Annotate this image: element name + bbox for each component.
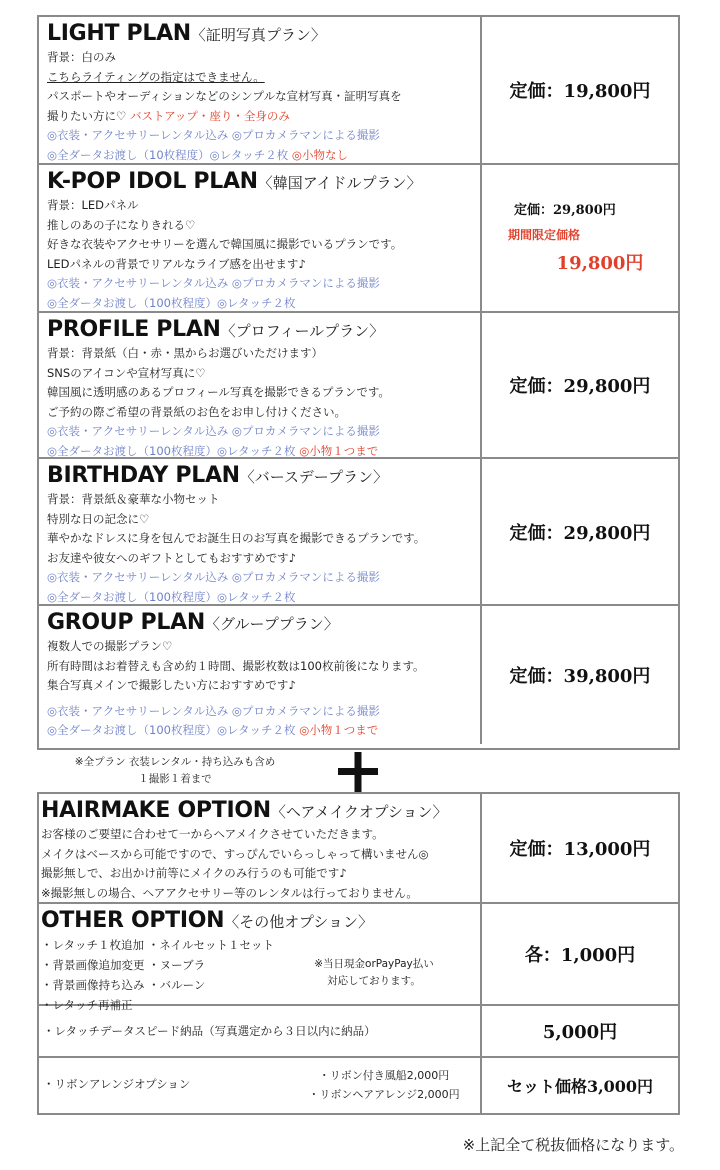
plan-line bbox=[47, 529, 480, 549]
plan-line bbox=[47, 344, 480, 364]
plan-line bbox=[47, 676, 480, 696]
plan-line bbox=[47, 87, 480, 107]
payment-note-line-1: ※当日現金orPayPay払い bbox=[314, 958, 434, 970]
other-subtitle: 〈その他オプション〉 bbox=[224, 913, 373, 931]
options-table bbox=[37, 792, 680, 1115]
plans-note-line-1: ※全プラン 衣装レンタル・持ち込みも含め bbox=[74, 756, 276, 768]
plan-line bbox=[47, 48, 480, 68]
plan-price: 定価：19,800円 bbox=[509, 81, 651, 102]
plan-line-highlight: バストアップ・座り・全身のみ bbox=[129, 108, 290, 123]
plan-line bbox=[47, 383, 480, 403]
plan-line-text: 華やかなドレスに身を包んでお誕生日のお写真を撮影できるプランです。 bbox=[47, 531, 426, 545]
plan-line-text: 背景：背景紙＆豪華な小物セット bbox=[47, 492, 220, 506]
plan-subtitle: 〈韓国アイドルプラン〉 bbox=[257, 174, 422, 192]
other-option-row bbox=[39, 904, 678, 1012]
plan-line bbox=[47, 657, 480, 677]
plan-line bbox=[47, 235, 480, 255]
plan-line-text: 好きな衣装やアクセサリーを選んで韓国風に撮影でいるプランです。 bbox=[47, 237, 403, 251]
plan-line bbox=[47, 294, 480, 314]
plan-line-text: 背景：白のみ bbox=[47, 50, 116, 64]
other-item: ・背景画像持ち込み ・バルーン bbox=[41, 978, 206, 992]
hairmake-subtitle: 〈ヘアメイクオプション〉 bbox=[270, 803, 448, 821]
plan-title: PROFILE PLAN bbox=[47, 317, 221, 342]
plan-title: GROUP PLAN bbox=[47, 610, 205, 635]
plan-line bbox=[47, 146, 480, 166]
plan-price: 定価：29,800円 bbox=[509, 376, 651, 397]
ribbon-option-text: ・リボンアレンジオプション bbox=[43, 1077, 191, 1091]
plan-line-text: 韓国風に透明感のあるプロフィール写真を撮影できるプランです。 bbox=[47, 385, 390, 399]
plan-line-text: ◎衣装・アクセサリーレンタル込み ◎プロカメラマンによる撮影 bbox=[47, 128, 380, 142]
plan-line bbox=[47, 403, 480, 423]
hairmake-line: 撮影無しで、お出かけ前等にメイクのみ行うのも可能です♪ bbox=[41, 866, 347, 880]
speed-delivery-text: ・レタッチデータスピード納品（写真選定から３日以内に納品） bbox=[43, 1024, 376, 1038]
plan-subtitle: 〈バースデープラン〉 bbox=[239, 468, 388, 486]
hairmake-option-row bbox=[39, 794, 678, 904]
limited-price: 19,800円 bbox=[556, 253, 644, 274]
plan-line-text: お友達や彼女へのギフトとしてもおすすめです♪ bbox=[47, 550, 296, 565]
plan-line bbox=[47, 422, 480, 442]
plan-line bbox=[47, 274, 480, 294]
plan-subtitle: 〈プロフィールプラン〉 bbox=[220, 322, 385, 340]
plan-line bbox=[47, 255, 480, 275]
plan-title: LIGHT PLAN bbox=[47, 21, 191, 46]
plan-line-text: 推しのあの子になりきれる♡ bbox=[47, 217, 196, 232]
other-item: ・背景画像追加変更 ・ヌーブラ bbox=[41, 958, 206, 972]
plan-line-text: ◎全ダータお渡し（100枚程度）◎レタッチ２枚 bbox=[47, 589, 296, 604]
speed-delivery-row bbox=[39, 1006, 678, 1058]
ribbon-price: セット価格3,000円 bbox=[506, 1077, 654, 1096]
plan-line bbox=[47, 568, 480, 588]
speed-delivery-price: 5,000円 bbox=[542, 1022, 618, 1043]
plan-line-text: ご予約の際ご希望の背景紙のお色をお申し付けください。 bbox=[47, 404, 346, 419]
plan-line bbox=[47, 126, 480, 146]
plan-line-text: 背景：背景紙（白・赤・黒からお選びいただけます） bbox=[47, 346, 323, 360]
ribbon-sub-list bbox=[294, 1066, 474, 1104]
plan-line-highlight: ◎小物１つまで bbox=[299, 723, 379, 737]
footer-note: ※上記全て税抜価格になります。 bbox=[462, 1136, 684, 1154]
other-price: 各：1,000円 bbox=[524, 945, 636, 966]
plan-line-text: ◎全ダータお渡し（100枚程度）◎レタッチ２枚 bbox=[47, 295, 296, 310]
hairmake-line: ※撮影無しの場合、ヘアアクセサリー等のレンタルは行っておりません。 bbox=[41, 885, 418, 900]
payment-note bbox=[299, 956, 449, 990]
plan-row bbox=[39, 313, 678, 459]
plan-line-text: SNSのアイコンや宣材写真に♡ bbox=[47, 365, 206, 380]
plan-line-text: ◎衣装・アクセサリーレンタル込み ◎プロカメラマンによる撮影 bbox=[47, 424, 380, 438]
plan-line bbox=[47, 68, 480, 88]
plan-subtitle: 〈証明写真プラン〉 bbox=[190, 26, 326, 44]
plus-icon bbox=[338, 752, 378, 792]
other-title: OTHER OPTION bbox=[41, 908, 225, 933]
plan-price: 定価：29,800円 bbox=[509, 522, 651, 544]
ribbon-option-row bbox=[39, 1058, 678, 1113]
plan-line bbox=[47, 490, 480, 510]
plan-line-text: ◎衣装・アクセサリーレンタル込み ◎プロカメラマンによる撮影 bbox=[47, 570, 380, 584]
ribbon-sub-item: ・リボン付き風船2,000円 bbox=[318, 1069, 450, 1082]
plan-line-text: ◎全ダータお渡し（100枚程度）◎レタッチ２枚 bbox=[47, 723, 300, 737]
plan-line bbox=[47, 107, 480, 127]
plan-line bbox=[47, 721, 480, 741]
plan-title: K-POP IDOL PLAN bbox=[47, 169, 258, 194]
plans-note-line-2: １撮影１着まで bbox=[138, 773, 212, 785]
plan-line-text: 背景：LEDパネル bbox=[47, 198, 139, 212]
plan-row bbox=[39, 459, 678, 606]
plan-line bbox=[47, 549, 480, 569]
plan-line-text: パスポートやオーディションなどのシンプルな宣材写真・証明写真を bbox=[47, 89, 402, 103]
plan-line-text: 特別な日の記念に♡ bbox=[47, 511, 150, 526]
plan-subtitle: 〈グループプラン〉 bbox=[204, 615, 339, 633]
plan-line bbox=[47, 702, 480, 722]
limited-price-label: 期間限定価格 bbox=[508, 228, 581, 242]
hairmake-price: 定価：13,000円 bbox=[509, 839, 651, 860]
plan-row bbox=[39, 165, 678, 313]
plan-line bbox=[47, 364, 480, 384]
plan-line-highlight: ◎小物なし bbox=[291, 147, 348, 162]
other-item: ・レタッチ再補正 bbox=[41, 998, 133, 1012]
plan-line-text: ◎衣装・アクセサリーレンタル込み ◎プロカメラマンによる撮影 bbox=[47, 703, 380, 718]
plan-row bbox=[39, 17, 678, 165]
hairmake-line: お客様のご要望に合わせて一からヘアメイクさせていただきます。 bbox=[41, 827, 384, 841]
plans-table bbox=[37, 15, 680, 750]
plan-line-text: こちらライティングの指定はできません。 bbox=[47, 69, 265, 84]
plan-line-text: ◎衣装・アクセサリーレンタル込み ◎プロカメラマンによる撮影 bbox=[47, 276, 380, 290]
plan-regular-price: 定価：29,800円 bbox=[514, 203, 616, 218]
plan-row bbox=[39, 606, 678, 744]
plan-line bbox=[47, 216, 480, 236]
plan-line bbox=[47, 637, 480, 657]
ribbon-sub-item: ・リボンヘアアレンジ2,000円 bbox=[308, 1088, 460, 1101]
hairmake-line: メイクはベースから可能ですので、すっぴんでいらっしゃって構いません◎ bbox=[41, 846, 429, 861]
plan-line-highlight: ◎小物１つまで bbox=[299, 443, 379, 458]
payment-note-line-2: 対応しております。 bbox=[327, 975, 421, 987]
plan-line-text: LEDパネルの背景でリアルなライブ感を出せます♪ bbox=[47, 256, 306, 271]
plan-line-text: 撮りたい方に♡ bbox=[47, 108, 130, 123]
plan-line-text: 集合写真メインで撮影したい方におすすめです♪ bbox=[47, 678, 296, 692]
plan-line-text: 複数人での撮影プラン♡ bbox=[47, 639, 173, 653]
plan-line-text: ◎全ダータお渡し（100枚程度）◎レタッチ２枚 bbox=[47, 443, 300, 458]
plans-note bbox=[50, 754, 300, 788]
other-item: ・レタッチ１枚追加 ・ネイルセット１セット bbox=[41, 938, 274, 952]
plan-title: BIRTHDAY PLAN bbox=[47, 463, 240, 488]
plan-line bbox=[47, 588, 480, 608]
plan-line-text: ◎全ダータお渡し（10枚程度）◎レタッチ２枚 bbox=[47, 147, 292, 162]
plan-line bbox=[47, 196, 480, 216]
hairmake-title: HAIRMAKE OPTION bbox=[41, 798, 271, 823]
plan-price: 定価：39,800円 bbox=[509, 666, 651, 687]
plan-line bbox=[47, 510, 480, 530]
plan-line-text: 所有時間はお着替えも含め約１時間、撮影枚数は100枚前後になります。 bbox=[47, 658, 425, 673]
